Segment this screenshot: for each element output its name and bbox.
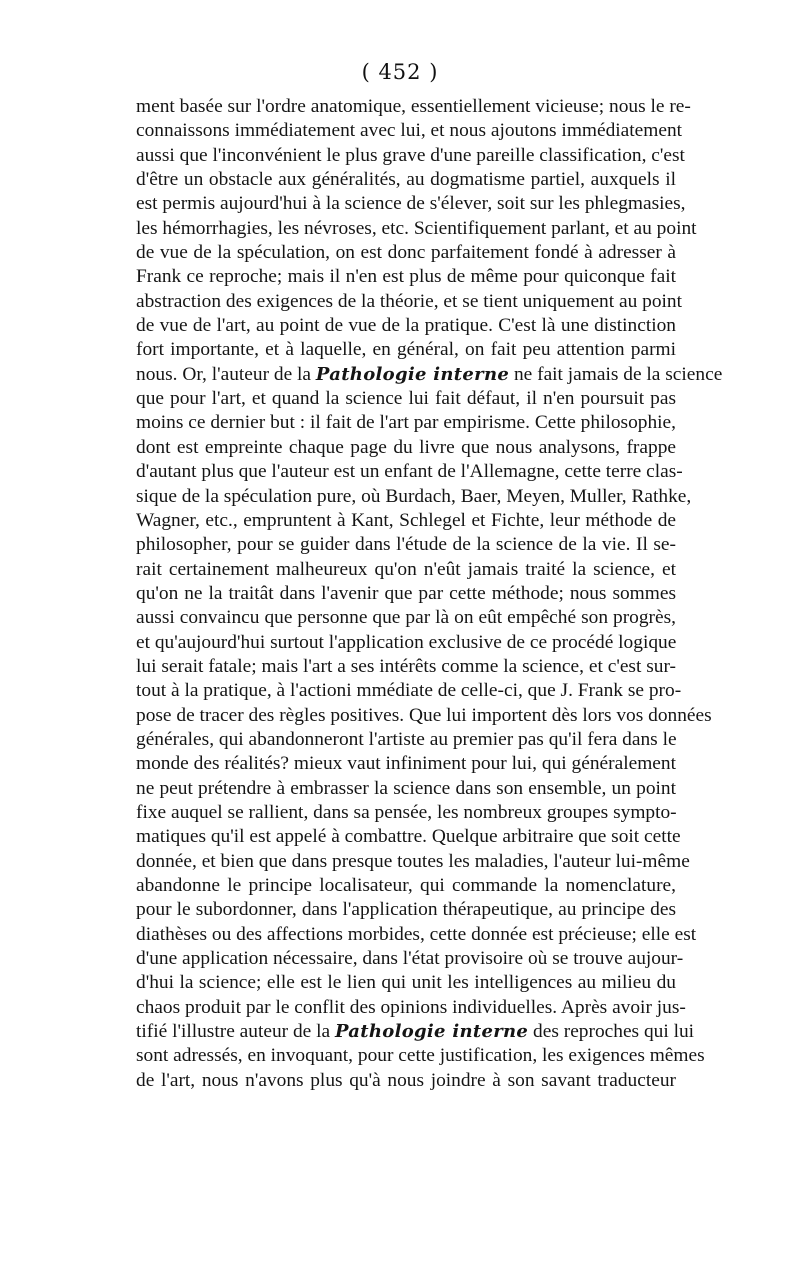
text-line: [136, 436, 676, 460]
text-segment: ne fait jamais de la science: [509, 363, 723, 385]
text-line: [136, 752, 676, 776]
text-segment: d'être un obstacle aux généralités, au dogmatisme partiel, auxquels il: [136, 169, 676, 191]
text-line: [136, 679, 682, 703]
text-line: [136, 923, 697, 947]
text-segment: abstraction des exigences de la théorie, et se tient uniquement au point: [136, 290, 682, 312]
text-line: [136, 363, 723, 387]
text-segment: monde des réalités? mieux vaut infiniment pour lui, qui généralement: [136, 753, 676, 775]
text-line: [136, 655, 676, 679]
text-line: [136, 606, 676, 630]
text-segment: diathèses ou des affections morbides, cette donnée est précieuse; elle est: [136, 923, 697, 945]
text-segment: pour le subordonner, dans l'application thérapeutique, au principe des: [136, 899, 676, 921]
text-segment: que pour l'art, et quand la science lui fait défaut, il n'en poursuit pas: [136, 388, 676, 410]
text-segment: aussi convaincu que personne que par là on eût empêché son progrès,: [136, 607, 676, 629]
text-line: [136, 801, 676, 825]
text-line: [136, 704, 712, 728]
body-text: [136, 95, 723, 1093]
text-segment: dont est empreinte chaque page du livre que nous analysons, frappe: [136, 436, 676, 458]
text-segment: tifié l'illustre auteur de la: [136, 1021, 335, 1043]
text-segment: lui serait fatale; mais l'art a ses intérêts comme la science, et c'est sur-: [136, 655, 676, 677]
text-line: [136, 217, 697, 241]
text-segment: tout à la pratique, à l'actioni mmédiate de celle-ci, que J. Frank se pro-: [136, 680, 682, 702]
text-line: [136, 874, 676, 898]
text-line: [136, 558, 676, 582]
text-segment: de vue de la spéculation, on est donc parfaitement fondé à adresser à: [136, 242, 676, 264]
text-line: [136, 387, 676, 411]
text-segment: abandonne le principe localisateur, qui commande la nomenclature,: [136, 875, 676, 896]
text-line: [136, 241, 676, 265]
text-line: [136, 1069, 676, 1093]
text-segment: d'autant plus que l'auteur est un enfant de l'Allemagne, cette terre clas-: [136, 461, 683, 483]
text-line: [136, 947, 684, 971]
page-number: ( 452 ): [361, 60, 439, 84]
text-segment: ment basée sur l'ordre anatomique, essentiellement vicieuse; nous le re-: [136, 96, 691, 117]
text-segment: de l'art, nous n'avons plus qu'à nous joindre à son savant traducteur: [136, 1069, 676, 1091]
text-segment: pose de tracer des règles positives. Que lui importent dès lors vos données: [136, 704, 712, 726]
book-title: Pathologie interne: [315, 363, 510, 385]
text-segment: générales, qui abandonneront l'artiste au premier pas qu'il fera dans le: [136, 728, 677, 750]
text-line: [136, 996, 686, 1020]
book-title: Pathologie interne: [334, 1021, 529, 1043]
text-segment: sique de la spéculation pure, où Burdach, Baer, Meyen, Muller, Rathke,: [136, 485, 692, 507]
text-segment: rait certainement malheureux qu'on n'eût jamais traité la science, et: [136, 558, 676, 580]
text-line: [136, 509, 676, 533]
text-segment: connaissons immédiatement avec lui, et nous ajoutons immédiatement: [136, 120, 683, 142]
text-segment: chaos produit par le conflit des opinions individuelles. Après avoir jus-: [136, 996, 686, 1018]
text-line: [136, 192, 686, 216]
text-line: [136, 411, 676, 435]
text-line: [136, 825, 681, 849]
text-line: [136, 338, 676, 362]
text-segment: philosopher, pour se guider dans l'étude de la science de la vie. Il se-: [136, 534, 676, 556]
text-line: [136, 777, 676, 801]
text-segment: de vue de l'art, au point de vue de la pratique. C'est là une distinction: [136, 315, 676, 337]
text-line: [136, 265, 676, 289]
text-segment: nous. Or, l'auteur de la: [136, 363, 316, 385]
text-segment: Frank ce reproche; mais il n'en est plus de même pour quiconque fait: [136, 266, 676, 288]
text-segment: ne peut prétendre à embrasser la science dans son ensemble, un point: [136, 777, 676, 799]
text-line: [136, 144, 685, 168]
text-segment: et qu'aujourd'hui surtout l'application exclusive de ce procédé logique: [136, 631, 677, 653]
text-line: [136, 631, 676, 655]
text-line: [136, 971, 676, 995]
text-line: [136, 898, 676, 922]
text-segment: d'hui la science; elle est le lien qui unit les intelligences au milieu du: [136, 972, 676, 994]
text-line: [136, 290, 682, 314]
text-line: [136, 533, 676, 557]
text-segment: sont adressés, en invoquant, pour cette justification, les exigences mêmes: [136, 1045, 705, 1067]
text-line: [136, 850, 690, 874]
text-line: [136, 314, 676, 338]
text-segment: fort importante, et à laquelle, en général, on fait peu attention parmi: [136, 339, 676, 361]
text-segment: qu'on ne la traitât dans l'avenir que par cette méthode; nous sommes: [136, 582, 676, 604]
text-segment: d'une application nécessaire, dans l'état provisoire où se trouve aujour-: [136, 948, 684, 970]
text-segment: matiques qu'il est appelé à combattre. Quelque arbitraire que soit cette: [136, 826, 681, 848]
text-line: [136, 95, 691, 119]
text-segment: donnée, et bien que dans presque toutes les maladies, l'auteur lui-même: [136, 850, 690, 872]
text-line: [136, 582, 676, 606]
text-line: [136, 1044, 705, 1068]
text-line: [136, 1020, 695, 1044]
text-line: [136, 119, 683, 143]
text-segment: fixe auquel se rallient, dans sa pensée, les nombreux groupes sympto-: [136, 801, 677, 823]
text-segment: les hémorrhagies, les névroses, etc. Scientifiquement parlant, et au point: [136, 217, 697, 239]
text-segment: est permis aujourd'hui à la science de s'élever, soit sur les phlegmasies,: [136, 193, 686, 215]
text-segment: aussi que l'inconvénient le plus grave d'une pareille classification, c'est: [136, 144, 685, 166]
text-segment: des reproches qui lui: [528, 1021, 695, 1043]
text-line: [136, 728, 676, 752]
text-segment: moins ce dernier but : il fait de l'art par empirisme. Cette philosophie,: [136, 412, 676, 434]
text-line: [136, 168, 676, 192]
text-line: [136, 485, 692, 509]
text-segment: Wagner, etc., empruntent à Kant, Schlegel et Fichte, leur méthode de: [136, 509, 676, 531]
text-line: [136, 460, 683, 484]
